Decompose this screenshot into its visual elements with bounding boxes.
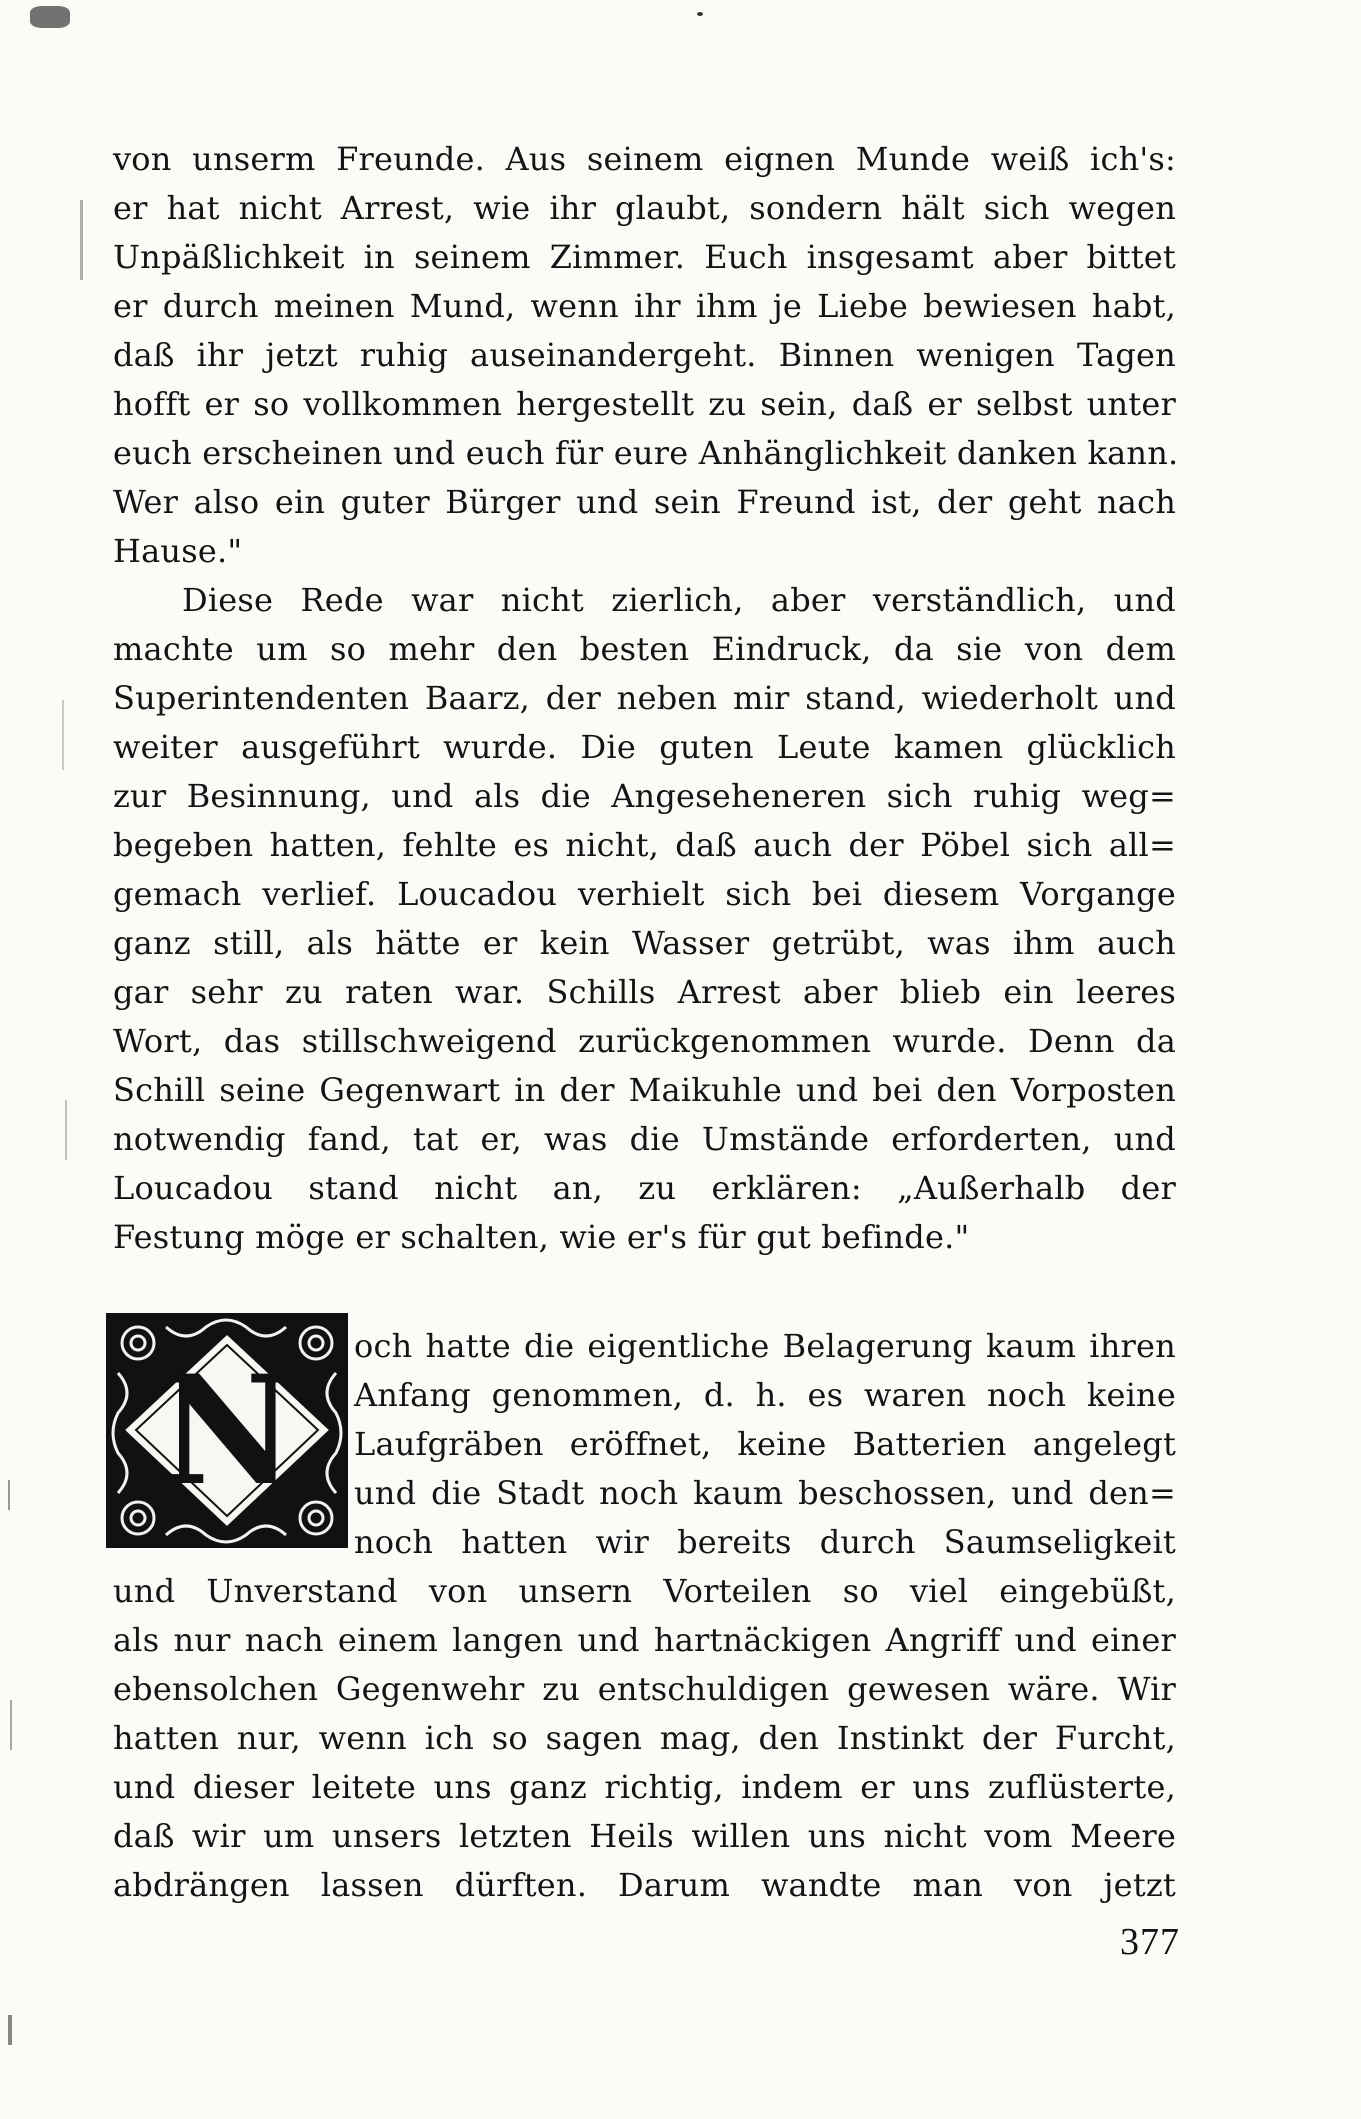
margin-mark [8, 1480, 10, 1510]
text-line: hofft er so vollkommen hergestellt zu sein, daß er selbst unter [113, 385, 1176, 423]
text-line: notwendig fand, tat er, was die Umstände erforderten, und [113, 1120, 1176, 1158]
margin-mark [10, 1700, 12, 1750]
text-line: euch erscheinen und euch für eure Anhänglichkeit danken kann. [113, 434, 1179, 472]
text-line: begeben hatten, fehlte es nicht, daß auch der Pöbel sich all= [113, 826, 1176, 864]
text-line: gar sehr zu raten war. Schills Arrest aber blieb ein leeres [113, 973, 1176, 1011]
text-line: und Unverstand von unsern Vorteilen so viel eingebüßt, [113, 1572, 1176, 1610]
text-line: von unserm Freunde. Aus seinem eignen Munde weiß ich's: [113, 140, 1176, 178]
margin-mark [80, 200, 83, 280]
text-line: Unpäßlichkeit in seinem Zimmer. Euch insgesamt aber bittet [113, 238, 1176, 276]
text-line: noch hatten wir bereits durch Saumseligkeit [354, 1523, 1176, 1561]
text-line: und die Stadt noch kaum beschossen, und den= [354, 1474, 1176, 1512]
scan-speck [30, 6, 70, 28]
text-line: machte um so mehr den besten Eindruck, da sie von dem [113, 630, 1176, 668]
text-line: Superintendenten Baarz, der neben mir stand, wiederholt und [113, 679, 1176, 717]
text-line: als nur nach einem langen und hartnäckigen Angriff und einer [113, 1621, 1176, 1659]
decorative-initial-n [106, 1313, 348, 1548]
text-line: er hat nicht Arrest, wie ihr glaubt, sondern hält sich wegen [113, 189, 1176, 227]
text-line: ebensolchen Gegenwehr zu entschuldigen gewesen wäre. Wir [113, 1670, 1176, 1708]
text-line: och hatte die eigentliche Belagerung kaum ihren [354, 1327, 1176, 1365]
text-line: hatten nur, wenn ich so sagen mag, den Instinkt der Furcht, [113, 1719, 1176, 1757]
text-line: Wort, das stillschweigend zurückgenommen wurde. Denn da [113, 1022, 1176, 1060]
text-line: zur Besinnung, und als die Angeseheneren sich ruhig weg= [113, 777, 1176, 815]
text-line: Loucadou stand nicht an, zu erklären: „Außerhalb der [113, 1169, 1176, 1207]
initial-letter: N [158, 1342, 296, 1519]
text-line: Festung möge er schalten, wie er's für gut befinde." [113, 1218, 970, 1256]
margin-mark [8, 2015, 12, 2045]
text-line: Diese Rede war nicht zierlich, aber verständlich, und [182, 581, 1176, 619]
text-line: und dieser leitete uns ganz richtig, indem er uns zuflüsterte, [113, 1768, 1176, 1806]
text-line: Wer also ein guter Bürger und sein Freund ist, der geht nach [113, 483, 1176, 521]
text-line: daß ihr jetzt ruhig auseinandergeht. Binnen wenigen Tagen [113, 336, 1176, 374]
text-line: Anfang genommen, d. h. es waren noch keine [354, 1376, 1176, 1414]
page-number: 377 [1120, 1921, 1180, 1963]
text-line: er durch meinen Mund, wenn ihr ihm je Liebe bewiesen habt, [113, 287, 1176, 325]
margin-mark [65, 1100, 67, 1160]
text-line: Laufgräben eröffnet, keine Batterien angelegt [354, 1425, 1176, 1463]
scan-speck [697, 12, 703, 16]
text-line: ganz still, als hätte er kein Wasser getrübt, was ihm auch [113, 924, 1176, 962]
text-line: gemach verlief. Loucadou verhielt sich bei diesem Vorgange [113, 875, 1176, 913]
text-line: abdrängen lassen dürften. Darum wandte man von jetzt [113, 1866, 1176, 1904]
text-line: daß wir um unsers letzten Heils willen uns nicht vom Meere [113, 1817, 1176, 1855]
text-line: Hause." [113, 532, 243, 570]
margin-mark [62, 700, 64, 770]
text-line: weiter ausgeführt wurde. Die guten Leute kamen glücklich [113, 728, 1176, 766]
text-line: Schill seine Gegenwart in der Maikuhle und bei den Vorposten [113, 1071, 1176, 1109]
